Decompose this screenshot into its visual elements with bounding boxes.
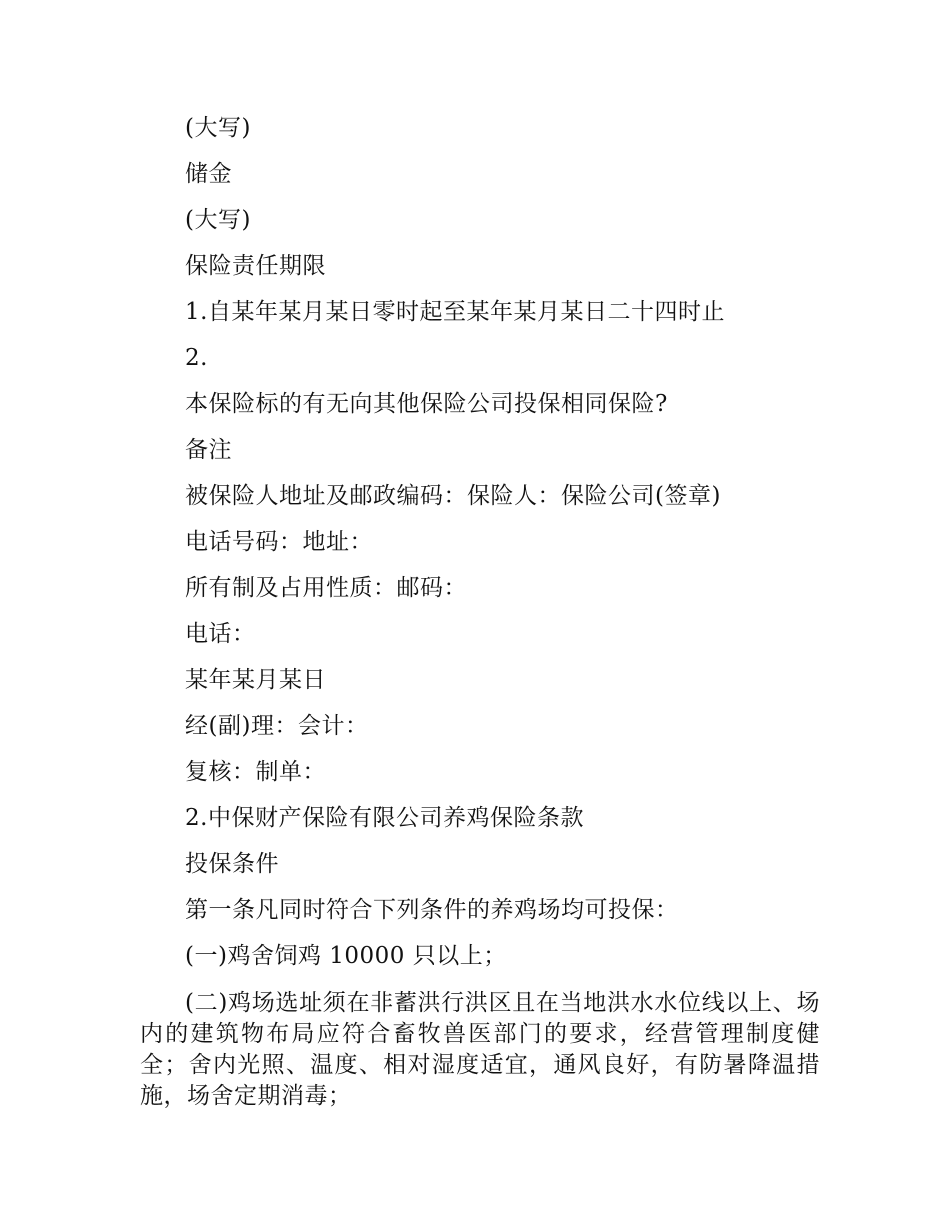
text-line: 电话号码：地址： — [185, 529, 373, 555]
body-paragraph: (二)鸡场选址须在非蓄洪行洪区且在当地洪水水位线以上、场内的建筑物布局应符合畜牧兽医部门的要求，经营管理制度健全；舍内光照、温度、相对湿度适宜，通风良好，有防暑降温措施，场舍定期消毒； — [140, 990, 820, 1109]
text-line: (一)鸡舍饲鸡 10000 只以上； — [185, 943, 507, 969]
text-line: 复核：制单： — [185, 759, 326, 785]
text-line: 保险责任期限 — [185, 253, 326, 279]
text-line: 被保险人地址及邮政编码：保险人：保险公司(签章) — [185, 483, 721, 509]
text-line: 本保险标的有无向其他保险公司投保相同保险? — [185, 391, 668, 417]
text-line: (大写) — [185, 115, 251, 141]
text-line: 备注 — [185, 437, 232, 463]
section-heading: 投保条件 — [185, 851, 279, 877]
section-title: 2.中保财产保险有限公司养鸡保险条款 — [185, 805, 584, 831]
text-line: 某年某月某日 — [185, 667, 326, 693]
text-line: 经(副)理：会计： — [185, 713, 369, 739]
text-line: 第一条凡同时符合下列条件的养鸡场均可投保： — [185, 897, 679, 923]
text-line: 电话： — [185, 621, 256, 647]
text-line: 1.自某年某月某日零时起至某年某月某日二十四时止 — [185, 299, 725, 325]
text-line: 储金 — [185, 161, 232, 187]
text-line: 2. — [185, 345, 208, 371]
text-line: 所有制及占用性质：邮码： — [185, 575, 467, 601]
text-line: (大写) — [185, 207, 251, 233]
